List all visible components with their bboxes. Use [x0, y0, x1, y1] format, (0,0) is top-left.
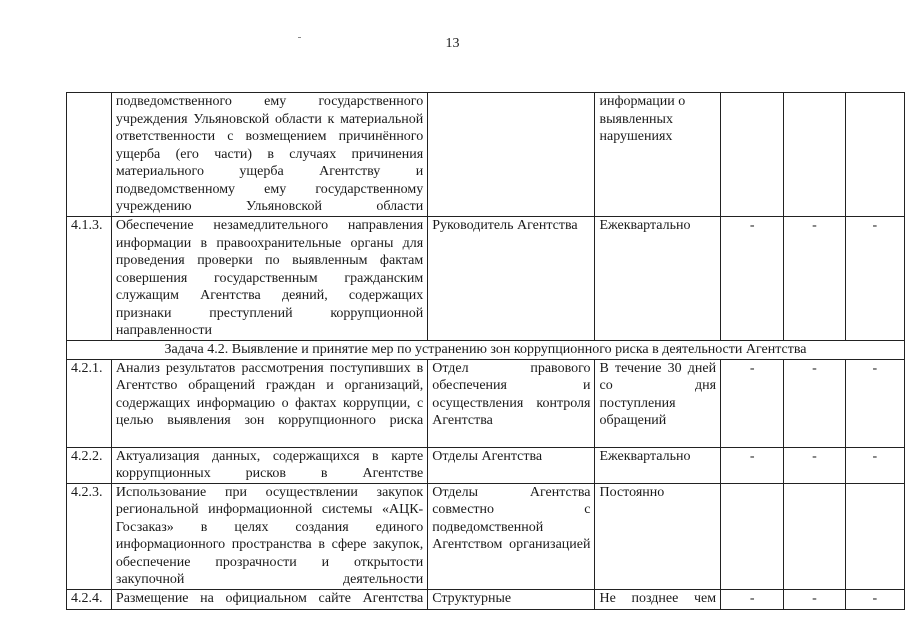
table-row — [67, 483, 905, 589]
item-number: 4.2.3. — [67, 483, 112, 589]
value-cell: - — [784, 589, 845, 609]
value-cell: - — [845, 589, 904, 609]
deadline: Ежеквартально — [595, 217, 721, 341]
item-number — [67, 93, 112, 217]
value-cell — [784, 483, 845, 589]
measure-description: подведомственного ему государственного учреждения Ульяновской области к материальной ответственности с возмещением причинённого ущерба (его части) в случаях причинения материального ущерба Агентству и подведомственному ему государственному учреждению Ульяновской области — [111, 93, 427, 217]
executor: Руководитель Агентства — [428, 217, 595, 341]
value-cell: - — [845, 217, 904, 341]
table-row — [67, 447, 905, 483]
deadline: Ежеквартально — [595, 447, 721, 483]
executor — [428, 93, 595, 217]
table-row — [67, 359, 905, 447]
value-cell: - — [845, 447, 904, 483]
measure-description: Использование при осуществлении закупок региональной информационной системы «АЦК-Госзаказ» в целях создания единого информационного пространства в сфере закупок, обеспечение прозрачности и открытости закупочной деятельности — [111, 483, 427, 589]
measure-description: Актуализация данных, содержащихся в карте коррупционных рисков в Агентстве — [111, 447, 427, 483]
task-heading-row — [67, 341, 905, 360]
value-cell: - — [721, 447, 784, 483]
value-cell — [721, 93, 784, 217]
item-number: 4.1.3. — [67, 217, 112, 341]
item-number: 4.2.2. — [67, 447, 112, 483]
table-row — [67, 589, 905, 609]
page-number: 13 — [445, 36, 460, 51]
table-row — [67, 217, 905, 341]
value-cell: - — [721, 589, 784, 609]
value-cell: - — [721, 359, 784, 447]
value-cell — [845, 93, 904, 217]
deadline: Постоянно — [595, 483, 721, 589]
value-cell — [784, 93, 845, 217]
item-number: 4.2.4. — [67, 589, 112, 609]
executor: Структурные — [428, 589, 595, 609]
value-cell: - — [845, 359, 904, 447]
table-row — [67, 93, 905, 217]
measure-description: Обеспечение незамедлительного направления информации в правоохранительные органы для проведения проверки по выявленным фактам совершения государственным гражданским служащим Агентства деяний, содержащих признаки преступлений коррупционной направленности — [111, 217, 427, 341]
measure-description: Размещение на официальном сайте Агентства — [111, 589, 427, 609]
executor: Отделы Агентства — [428, 447, 595, 483]
deadline: Не позднее чем — [595, 589, 721, 609]
deadline: информации о выявленных нарушениях — [595, 93, 721, 217]
value-cell: - — [784, 447, 845, 483]
value-cell: - — [784, 217, 845, 341]
value-cell: - — [721, 217, 784, 341]
executor: Отделы Агентства совместно с подведомственной Агентством организацией — [428, 483, 595, 589]
measures-table — [66, 92, 905, 610]
value-cell — [721, 483, 784, 589]
value-cell: - — [784, 359, 845, 447]
deadline: В течение 30 дней со дня поступления обращений — [595, 359, 721, 447]
scan-mark — [298, 37, 301, 38]
value-cell — [845, 483, 904, 589]
item-number: 4.2.1. — [67, 359, 112, 447]
executor: Отдел правового обеспечения и осуществления контроля Агентства — [428, 359, 595, 447]
task-heading: Задача 4.2. Выявление и принятие мер по устранению зон коррупционного риска в деятельности Агентства — [67, 341, 905, 360]
measure-description: Анализ результатов рассмотрения поступивших в Агентство обращений граждан и организаций, содержащих информацию о фактах коррупции, с целью выявления зон коррупционного риска — [111, 359, 427, 447]
